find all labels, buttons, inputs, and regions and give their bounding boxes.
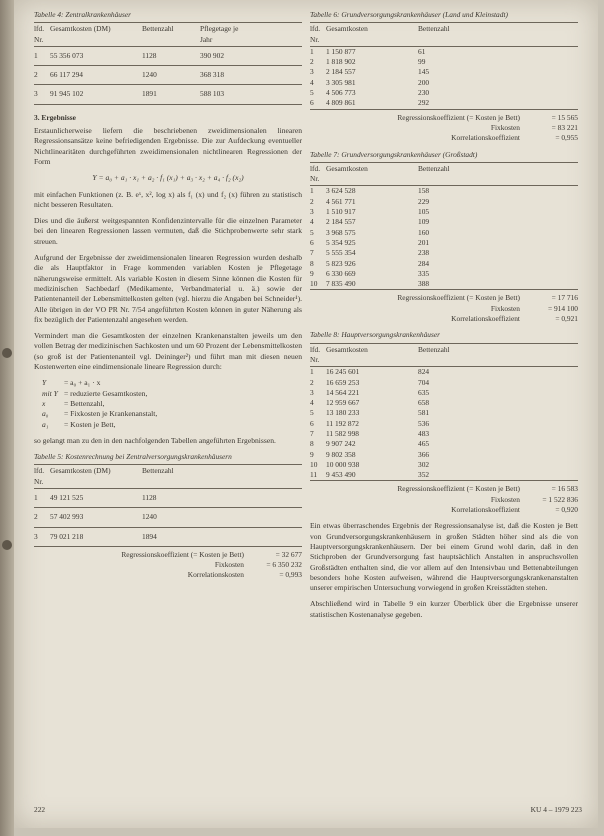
table-row bbox=[310, 460, 578, 470]
table-row bbox=[310, 207, 578, 217]
statistic-row bbox=[310, 123, 578, 133]
statistic-value: = 914 100 bbox=[547, 303, 578, 313]
table-row bbox=[34, 489, 302, 507]
table-row bbox=[310, 378, 578, 388]
table-row bbox=[310, 419, 578, 429]
table-row bbox=[310, 57, 578, 67]
statistic-value: = 0,920 bbox=[555, 505, 578, 515]
table-row bbox=[310, 408, 578, 418]
table-6-body bbox=[310, 47, 578, 110]
table-cell: 2 bbox=[34, 70, 38, 80]
table-header-cell: Gesamtkosten bbox=[326, 344, 368, 354]
table-cell: 1 150 877 bbox=[326, 46, 356, 56]
table-cell: 9 bbox=[310, 449, 314, 459]
definition-item bbox=[42, 420, 302, 430]
table-row bbox=[310, 269, 578, 279]
table-5-statistics bbox=[34, 550, 302, 581]
table-cell: 99 bbox=[418, 57, 426, 67]
table-cell: 7 835 490 bbox=[326, 279, 356, 289]
table-cell: 581 bbox=[418, 408, 430, 418]
definition-text: = Bettenzahl, bbox=[64, 398, 105, 408]
table-cell: 11 192 872 bbox=[326, 418, 359, 428]
table-header-cell: Gesamtkosten bbox=[326, 24, 368, 34]
table-cell: 229 bbox=[418, 196, 430, 206]
table-cell: 200 bbox=[418, 77, 430, 87]
table-cell: 2 bbox=[34, 512, 38, 522]
statistic-row bbox=[310, 133, 578, 143]
table-cell: 8 bbox=[310, 439, 314, 449]
table-row bbox=[310, 197, 578, 207]
table-cell: 9 bbox=[310, 268, 314, 278]
table-cell: 109 bbox=[418, 217, 430, 227]
table-cell: 105 bbox=[418, 207, 430, 217]
table-cell: 6 bbox=[310, 237, 314, 247]
table-cell: 1 bbox=[310, 367, 314, 377]
table-cell: 302 bbox=[418, 459, 430, 469]
table-cell: 1128 bbox=[142, 50, 157, 60]
table-header-cell: Gesamtkosten bbox=[326, 163, 368, 173]
table-8-statistics bbox=[310, 484, 578, 515]
table-cell: 1240 bbox=[142, 512, 157, 522]
table-cell: 4 561 771 bbox=[326, 196, 356, 206]
section-heading: 3. Ergebnisse bbox=[34, 112, 76, 122]
table-cell: 390 902 bbox=[200, 50, 225, 60]
statistic-value: = 32 677 bbox=[275, 549, 302, 559]
table-5-body bbox=[34, 489, 302, 547]
table-cell: 1891 bbox=[142, 89, 157, 99]
table-cell: 6 bbox=[310, 98, 314, 108]
table-cell: 5 354 925 bbox=[326, 237, 356, 247]
table-cell: 3 bbox=[34, 89, 38, 99]
table-cell: 1128 bbox=[142, 492, 157, 502]
table-4-caption: Tabelle 4: Zentralkrankenhäuser bbox=[34, 10, 132, 19]
table-header-cell: Gesamtkosten (DM) bbox=[50, 24, 111, 34]
table-row bbox=[310, 98, 578, 108]
table-cell: 5 823 926 bbox=[326, 258, 356, 268]
table-cell: 238 bbox=[418, 248, 430, 258]
table-cell: 658 bbox=[418, 398, 430, 408]
table-cell: 2 184 557 bbox=[326, 217, 356, 227]
table-header-cell: lfd. Nr. bbox=[310, 163, 321, 184]
table-row bbox=[310, 78, 578, 88]
table-cell: 2 bbox=[310, 57, 314, 67]
statistic-row bbox=[34, 550, 302, 560]
table-cell: 352 bbox=[418, 470, 430, 480]
statistic-label: Regressionskoeffizient (= Kosten je Bett) bbox=[397, 112, 520, 122]
table-header-cell: Bettenzahl bbox=[142, 24, 174, 34]
statistic-label: Fixkosten bbox=[214, 560, 244, 570]
table-cell: 1 bbox=[310, 46, 314, 56]
definition-text: = reduzierte Gesamtkosten, bbox=[64, 388, 148, 398]
table-row bbox=[310, 47, 578, 57]
table-5-caption: Tabelle 5: Kostenrechnung bei Zentralversorgungskrankenhäusern bbox=[34, 452, 232, 462]
table-cell: 5 555 354 bbox=[326, 248, 356, 258]
binding-hole bbox=[2, 348, 12, 358]
table-7-header bbox=[310, 162, 578, 187]
statistic-value: = 6 350 232 bbox=[266, 560, 302, 570]
table-cell: 3 624 528 bbox=[326, 186, 356, 196]
statistic-label: Korrelationskoeffizient bbox=[451, 133, 520, 143]
table-cell: 14 564 221 bbox=[326, 387, 360, 397]
book-spine-shadow bbox=[0, 0, 14, 836]
table-cell: 284 bbox=[418, 258, 430, 268]
table-cell: 3 bbox=[310, 207, 314, 217]
definition-symbol: a₀ bbox=[42, 409, 49, 419]
table-cell: 201 bbox=[418, 237, 430, 247]
statistic-row bbox=[310, 484, 578, 494]
table-cell: 3 bbox=[310, 67, 314, 77]
table-cell: 536 bbox=[418, 418, 430, 428]
statistic-value: = 16 583 bbox=[551, 484, 578, 494]
table-cell: 16 245 601 bbox=[326, 367, 360, 377]
table-cell: 6 330 669 bbox=[326, 268, 356, 278]
table-cell: 368 318 bbox=[200, 70, 225, 80]
paragraph: Dies und die äußerst weitgespannten Konfidenzintervalle für die einzelnen Parameter bei den linearen Regressionen lassen vermuten, daß die Stichprobenwerte sehr stark streuen. bbox=[34, 216, 302, 246]
table-cell: 1 818 902 bbox=[326, 57, 356, 67]
statistic-value: = 1 522 836 bbox=[542, 494, 578, 504]
table-cell: 483 bbox=[418, 428, 430, 438]
statistic-value: = 0,955 bbox=[555, 133, 578, 143]
table-4-body bbox=[34, 47, 302, 105]
paragraph: Ein etwas überraschendes Ergebnis der Regressionsanalyse ist, daß die Kosten je Bett von Grundversorgungskrankenhäusern in großen Städten höher sind als die von Hauptversorgungskrankenhäusern. Der bei einem Grund wohl darin, daß in den Stichproben der Grundversorgung fast hauptsächlich Anstalten in anspruchsvollen Großstädten enthalten sind, die vor allem auf den Intensivbau und Bettenabteilungen besonders hohe Kosten aufweisen, während die Hauptversorgungskrankenanstalten unserer empirischen Untersuchung vorwiegend in großen Kreisstädten stehen. bbox=[310, 521, 578, 593]
table-row bbox=[310, 228, 578, 238]
table-row bbox=[310, 450, 578, 460]
table-cell: 824 bbox=[418, 367, 430, 377]
table-cell: 49 121 525 bbox=[50, 492, 84, 502]
table-cell: 16 659 253 bbox=[326, 377, 360, 387]
page-number-left: 222 bbox=[34, 805, 46, 814]
table-cell: 1 bbox=[34, 492, 38, 502]
definition-text: = Fixkosten je Krankenanstalt, bbox=[64, 409, 158, 419]
table-cell: 12 959 667 bbox=[326, 398, 360, 408]
statistic-row bbox=[310, 293, 578, 303]
statistic-row bbox=[310, 304, 578, 314]
paragraph: Vermindert man die Gesamtkosten der einzelnen Krankenanstalten jeweils um den vollen Betrag der medizinischen Sachkosten und um 60 Prozent der Lebensmittelkosten (so groß ist der Patientenanteil vgl. Deininger²) und führt man mit diesen neuen Kostenwerten eine eindimensionale lineare Regression durch: bbox=[34, 331, 302, 372]
definition-symbol: a₁ bbox=[42, 419, 49, 429]
table-cell: 292 bbox=[418, 98, 430, 108]
statistic-label: Regressionskoeffizient (= Kosten je Bett) bbox=[397, 484, 520, 494]
table-8-body bbox=[310, 367, 578, 481]
table-cell: 1894 bbox=[142, 531, 157, 541]
statistic-label: Fixkosten bbox=[490, 122, 520, 132]
table-cell: 7 bbox=[310, 248, 314, 258]
binding-hole bbox=[2, 540, 12, 550]
table-row bbox=[34, 47, 302, 65]
table-cell: 230 bbox=[418, 88, 430, 98]
table-cell: 57 402 993 bbox=[50, 512, 84, 522]
definition-text: = Kosten je Bett, bbox=[64, 419, 116, 429]
definition-symbol: x bbox=[42, 398, 46, 408]
table-header-cell: Pflegetage je Jahr bbox=[200, 24, 239, 44]
table-cell: 10 bbox=[310, 459, 318, 469]
table-cell: 704 bbox=[418, 377, 430, 387]
table-6-caption: Tabelle 6: Grundversorgungskrankenhäuser (Land und Kleinstadt) bbox=[310, 10, 508, 19]
table-cell: 61 bbox=[418, 46, 426, 56]
statistic-value: = 15 565 bbox=[551, 112, 578, 122]
table-cell: 388 bbox=[418, 279, 430, 289]
statistic-row bbox=[310, 314, 578, 324]
table-cell: 1 bbox=[310, 186, 314, 196]
statistic-row bbox=[310, 505, 578, 515]
statistic-value: = 17 716 bbox=[551, 293, 578, 303]
statistic-value: = 83 221 bbox=[551, 122, 578, 132]
table-cell: 8 bbox=[310, 258, 314, 268]
table-cell: 145 bbox=[418, 67, 430, 77]
table-cell: 5 bbox=[310, 227, 314, 237]
table-cell: 2 bbox=[310, 377, 314, 387]
table-4-header bbox=[34, 22, 302, 47]
table-cell: 11 bbox=[310, 470, 318, 480]
right-column bbox=[310, 10, 578, 626]
definition-item bbox=[42, 389, 302, 399]
regression-formula: Y = a₀ + a₁ · x₁ + a₂ · f₁ (x₁) + a₃ · x₂ + a₄ · f₂ (x₂) bbox=[92, 173, 244, 183]
statistic-row bbox=[310, 495, 578, 505]
table-cell: 66 117 294 bbox=[50, 70, 83, 80]
table-cell: 465 bbox=[418, 439, 430, 449]
table-cell: 5 bbox=[310, 408, 314, 418]
statistic-label: Fixkosten bbox=[490, 494, 520, 504]
table-cell: 7 bbox=[310, 428, 314, 438]
definition-item bbox=[42, 409, 302, 419]
table-cell: 4 809 861 bbox=[326, 98, 356, 108]
statistic-label: Korrelationskoeffizient bbox=[451, 314, 520, 324]
paragraph: mit einfachen Funktionen (z. B. eˣ, x², log x) als f₁ (x) und f₂ (x) führen zu statistisch nicht besseren Resultaten. bbox=[34, 189, 302, 209]
table-row bbox=[310, 186, 578, 196]
table-cell: 2 bbox=[310, 196, 314, 206]
table-row bbox=[34, 65, 302, 84]
table-cell: 1240 bbox=[142, 70, 157, 80]
definition-item bbox=[42, 378, 302, 388]
table-row bbox=[310, 217, 578, 227]
table-cell: 3 bbox=[310, 387, 314, 397]
table-row bbox=[310, 279, 578, 289]
paragraph: so gelangt man zu den in den nachfolgenden Tabellen angeführten Ergebnissen. bbox=[34, 435, 276, 445]
definition-symbol: mit Y bbox=[42, 388, 58, 398]
statistic-label: Regressionskoeffizient (= Kosten je Bett) bbox=[121, 549, 244, 559]
table-cell: 5 bbox=[310, 88, 314, 98]
table-cell: 1 bbox=[34, 50, 38, 60]
statistic-label: Korrelationskoeffizient bbox=[451, 505, 520, 515]
statistic-row bbox=[310, 113, 578, 123]
table-row bbox=[310, 248, 578, 258]
table-cell: 635 bbox=[418, 387, 430, 397]
paragraph: Aufgrund der Ergebnisse der zweidimensionalen linearen Regression wurden deshalb die als Hauptfaktor in Frage kommenden variablen Kosten je Pflegetage näherungsweise ermittelt. Als variable Kosten in diesem Sinne können die Kosten für medizinischen Sachbedarf (Medikamente, Verbandmaterial u. ä.) sowie der Patientenanteil der Lebensmittelkosten gelten (vgl. hierzu die Angaben bei Schneider¹). Alle übrigen in der VO PR Nr. 7/54 angeführten Kosten können in guter Näherung als fix bezüglich der Patientenzahl angesehen werden. bbox=[34, 253, 302, 324]
table-cell: 55 356 073 bbox=[50, 50, 84, 60]
table-row bbox=[310, 238, 578, 248]
table-7-statistics bbox=[310, 293, 578, 324]
statistic-label: Fixkosten bbox=[490, 303, 520, 313]
table-8-caption: Tabelle 8: Hauptversorgungskrankenhäuser bbox=[310, 330, 441, 340]
table-7-body bbox=[310, 186, 578, 290]
table-header-cell: lfd. Nr. bbox=[34, 466, 45, 486]
definition-symbol: Y bbox=[42, 378, 47, 388]
table-header-cell: lfd. Nr. bbox=[310, 344, 321, 364]
table-cell: 11 582 998 bbox=[326, 428, 359, 438]
table-cell: 3 305 981 bbox=[326, 77, 356, 87]
table-header-cell: Bettenzahl bbox=[418, 344, 450, 354]
paragraph: Erstaunlicherweise liefern die beschriebenen zweidimensionalen linearen Regressionsansätze keine befriedigenden Ergebnisse. Die zur Aufdeckung eventueller Nichtlinearitäten durchgeführten zweidimensionalen nichtlinearen Regressionen der Form bbox=[34, 126, 302, 166]
table-row bbox=[34, 527, 302, 546]
table-row bbox=[310, 429, 578, 439]
table-6-statistics bbox=[310, 113, 578, 144]
table-cell: 91 945 102 bbox=[50, 89, 84, 99]
table-8-header bbox=[310, 343, 578, 368]
table-cell: 588 103 bbox=[200, 89, 225, 99]
table-row bbox=[310, 470, 578, 480]
table-cell: 1 510 917 bbox=[326, 207, 356, 217]
table-header-cell: Bettenzahl bbox=[418, 24, 450, 34]
table-cell: 2 184 557 bbox=[326, 67, 356, 77]
table-header-cell: Bettenzahl bbox=[418, 163, 450, 173]
table-row bbox=[310, 67, 578, 77]
table-cell: 335 bbox=[418, 268, 430, 278]
table-7-caption: Tabelle 7: Grundversorgungskrankenhäuser (Großstadt) bbox=[310, 149, 478, 159]
table-cell: 4 506 773 bbox=[326, 88, 356, 98]
table-row bbox=[310, 398, 578, 408]
statistic-label: Regressionskoeffizient (= Kosten je Bett) bbox=[397, 293, 520, 303]
page-footer-right: KU 4 – 1979 223 bbox=[530, 805, 582, 814]
table-cell: 9 802 358 bbox=[326, 449, 356, 459]
table-cell: 9 907 242 bbox=[326, 439, 356, 449]
statistic-row bbox=[34, 570, 302, 580]
definition-text: = a₀ + a₁ · x bbox=[64, 378, 101, 388]
table-row bbox=[310, 388, 578, 398]
table-cell: 160 bbox=[418, 227, 430, 237]
table-cell: 158 bbox=[418, 186, 430, 196]
scanned-page bbox=[14, 0, 598, 828]
table-cell: 366 bbox=[418, 449, 430, 459]
variable-definitions bbox=[42, 378, 302, 429]
table-cell: 3 bbox=[34, 531, 38, 541]
statistic-label: Korrelationskosten bbox=[187, 570, 244, 580]
table-row bbox=[310, 367, 578, 377]
statistic-value: = 0,921 bbox=[555, 314, 578, 324]
table-cell: 10 bbox=[310, 279, 318, 289]
statistic-value: = 0,993 bbox=[279, 570, 302, 580]
table-row bbox=[34, 84, 302, 103]
table-cell: 9 453 490 bbox=[326, 470, 356, 480]
table-header-cell: lfd. Nr. bbox=[310, 24, 321, 44]
table-cell: 79 021 218 bbox=[50, 531, 84, 541]
table-row bbox=[310, 88, 578, 98]
table-5-header bbox=[34, 464, 302, 489]
definition-item bbox=[42, 399, 302, 409]
table-row bbox=[310, 259, 578, 269]
table-row bbox=[34, 507, 302, 526]
table-cell: 10 000 938 bbox=[326, 459, 360, 469]
table-cell: 6 bbox=[310, 418, 314, 428]
table-header-cell: Bettenzahl bbox=[142, 466, 174, 476]
table-6-header bbox=[310, 22, 578, 47]
table-row bbox=[310, 439, 578, 449]
table-cell: 13 180 233 bbox=[326, 408, 360, 418]
table-header-cell: lfd. Nr. bbox=[34, 24, 45, 44]
table-cell: 3 968 575 bbox=[326, 227, 356, 237]
table-cell: 4 bbox=[310, 77, 314, 87]
table-header-cell: Gesamtkosten (DM) bbox=[50, 466, 111, 476]
left-column bbox=[34, 10, 302, 581]
table-cell: 4 bbox=[310, 217, 314, 227]
paragraph: Abschließend wird in Tabelle 9 ein kurzer Überblick über die Ergebnisse unserer statistischen Kostenanalyse gegeben. bbox=[310, 599, 578, 619]
statistic-row bbox=[34, 560, 302, 570]
table-cell: 4 bbox=[310, 398, 314, 408]
